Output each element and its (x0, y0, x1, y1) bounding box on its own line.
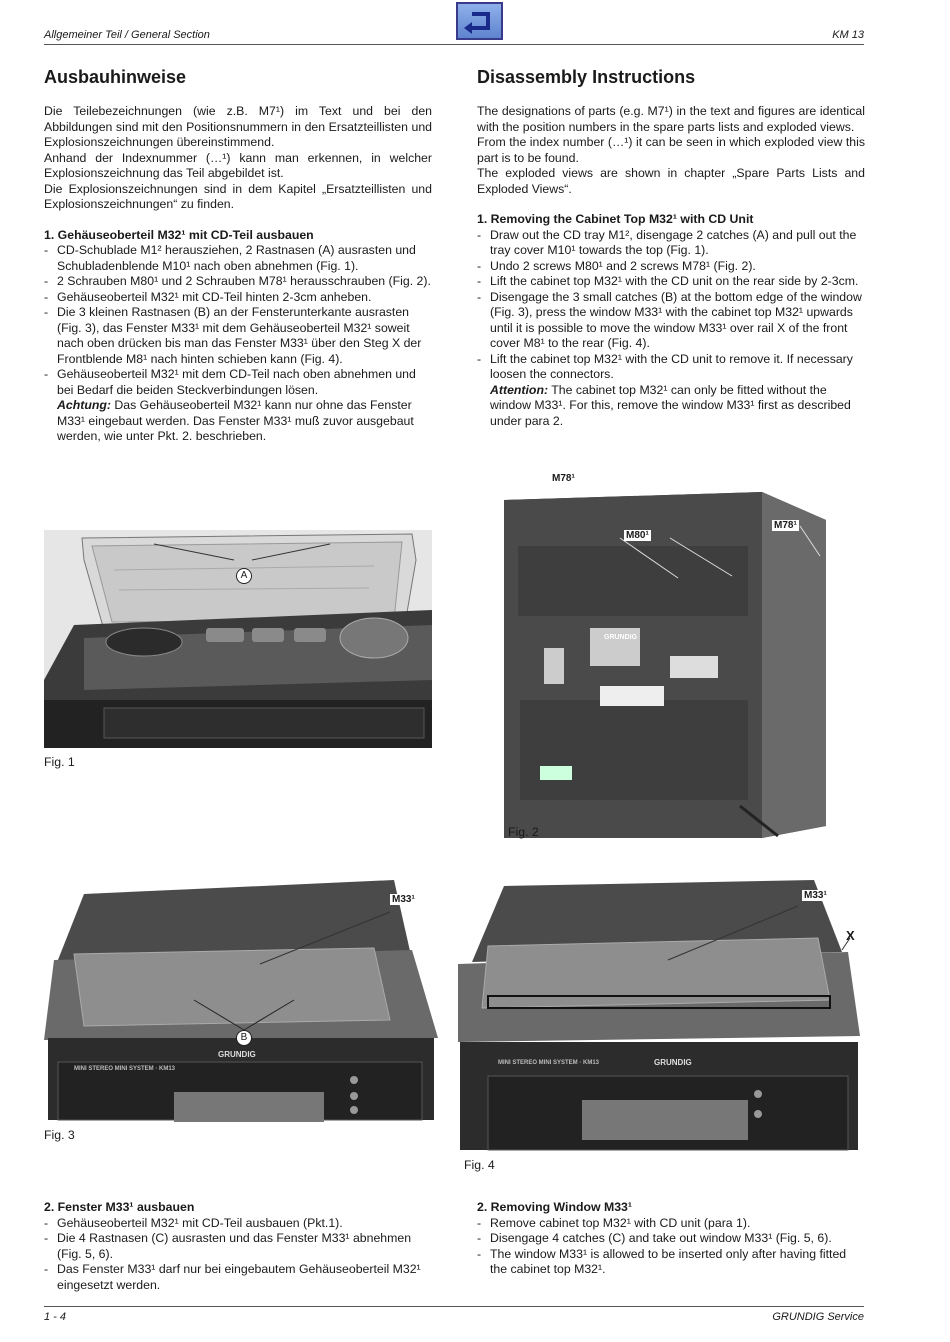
header-rule (44, 44, 864, 45)
english-intro-3: The exploded views are shown in chapter „Spare Parts Lists and Exploded Views“. (477, 166, 865, 196)
return-arrow-icon (458, 4, 501, 38)
english-note-label: Attention: (490, 382, 549, 397)
figure-4-photo (458, 880, 860, 1152)
list-item: - Disengage 4 catches (C) and take out window M33¹ (Fig. 5, 6). (477, 1231, 865, 1247)
list-item: - CD-Schublade M1² herausziehen, 2 Rastnasen (A) ausrasten und Schubladenblende M10¹ nach oben abnehmen (Fig. 1). (44, 243, 432, 274)
model-label: MINI STEREO MINI SYSTEM · KM13 (74, 1066, 176, 1072)
list-item: - Disengage the 3 small catches (B) at the bottom edge of the window (Fig. 3), press the window M33¹ with the cabinet top M32¹ upwards until it is possible to move the window M33¹ over rail X of the front cover M8¹ to the rear (Fig. 4). (477, 290, 865, 352)
list-item: - 2 Schrauben M80¹ und 2 Schrauben M78¹ herausschrauben (Fig. 2). (44, 274, 432, 290)
list-item: - Die 4 Rastnasen (C) ausrasten und das Fenster M33¹ abnehmen (Fig. 5, 6). (44, 1231, 432, 1262)
english-note-text: The cabinet top M32¹ can only be fitted without the window M33¹. For this, remove the window M33¹ first as described under para 2. (490, 382, 851, 428)
german-intro-3: Die Explosionszeichnungen sind in dem Kapitel „Ersatzteillisten und Explosionszeichnungen“ zu finden. (44, 181, 432, 211)
header-model: KM 13 (832, 29, 864, 41)
list-item: - The window M33¹ is allowed to be inserted only after having fitted the cabinet top M32¹. (477, 1247, 865, 1278)
english-column (477, 66, 865, 429)
list-item: - Undo 2 screws M80¹ and 2 screws M78¹ (Fig. 2). (477, 259, 865, 275)
list-item: - Lift the cabinet top M32¹ with the CD unit to remove it. If necessary loosen the connectors. (477, 352, 865, 383)
list-item: - Das Fenster M33¹ darf nur bei eingebautem Gehäuseoberteil M32¹ eingesetzt werden. (44, 1262, 432, 1293)
english-section-2-list (477, 1216, 865, 1278)
callout-b: B (236, 1030, 252, 1046)
figure-3-photo (44, 880, 438, 1120)
list-item: - Gehäuseoberteil M32¹ mit CD-Teil hinten 2-3cm anheben. (44, 290, 432, 306)
label-m80: M80¹ (626, 530, 649, 541)
brand-label: GRUNDIG (218, 1050, 256, 1059)
german-title: Ausbauhinweise (44, 67, 187, 87)
brand-label: GRUNDIG (604, 634, 638, 641)
label-m78-right: M78¹ (774, 520, 797, 531)
figure-4-caption: Fig. 4 (464, 1158, 495, 1172)
brand-label: GRUNDIG (654, 1058, 692, 1067)
model-label: MINI STEREO MINI SYSTEM · KM13 (498, 1060, 600, 1066)
english-title: Disassembly Instructions (477, 67, 696, 87)
german-column (44, 66, 432, 445)
figure-2-photo (500, 473, 830, 838)
german-section-2 (44, 1200, 432, 1293)
figure-1-caption: Fig. 1 (44, 755, 75, 769)
list-item: - Lift the cabinet top M32¹ with the CD unit on the rear side by 2-3cm. (477, 274, 865, 290)
list-item: - Remove cabinet top M32¹ with CD unit (para 1). (477, 1216, 865, 1232)
german-section-2-title: 2. Fenster M33¹ ausbauen (44, 1200, 195, 1214)
label-m33: M33¹ (804, 890, 827, 901)
german-section-1-title: 1. Gehäuseoberteil M32¹ mit CD-Teil ausbauen (44, 227, 314, 242)
english-section-1-title: 1. Removing the Cabinet Top M32¹ with CD Unit (477, 212, 754, 226)
figure-2-caption: Fig. 2 (508, 825, 539, 839)
list-item: - Die 3 kleinen Rastnasen (B) an der Fensterunterkante ausrasten (Fig. 3), das Fenster M33¹ mit dem Gehäuseoberteil M32¹ soweit nach oben drücken bis man das Fenster M33¹ über den Steg X der Frontblende M8¹ nach hinten schieben kann (Fig. 4). (44, 305, 432, 367)
header-section-title: Allgemeiner Teil / General Section (44, 29, 210, 41)
label-x: X (846, 928, 855, 943)
german-section-2-list (44, 1216, 432, 1294)
back-button[interactable] (456, 2, 503, 40)
english-section-1-list (477, 228, 865, 383)
list-item: - Draw out the CD tray M1², disengage 2 catches (A) and pull out the tray cover M10¹ towards the top (Fig. 1). (477, 228, 865, 259)
english-intro-1: The designations of parts (e.g. M7¹) in the text and figures are identical with the position numbers in the spare parts lists and exploded views. (477, 104, 865, 134)
page-number: 1 - 4 (44, 1311, 67, 1323)
german-note (44, 398, 432, 445)
label-m78-top: M78¹ (552, 473, 575, 484)
german-intro-1: Die Teilebezeichnungen (wie z.B. M7¹) im Text und bei den Abbildungen sind mit den Positionsnummern in den Ersatzteillisten und Explosionszeichnungen übereinstimmend. (44, 104, 432, 149)
german-note-text: Das Gehäuseoberteil M32¹ kann nur ohne das Fenster M33¹ eingebaut werden. Das Fenster M33¹ muß zuvor ausgebaut werden, wie unter Pkt. 2. beschrieben. (57, 398, 414, 443)
footer-rule (44, 1306, 864, 1307)
list-item: - Gehäuseoberteil M32¹ mit dem CD-Teil nach oben abnehmen und bei Bedarf die beiden Steckverbindungen lösen. (44, 367, 432, 398)
callout-a: A (236, 568, 252, 584)
german-note-label: Achtung: (57, 398, 111, 412)
english-intro-2: From the index number (…¹) it can be seen in which exploded view this part is to be found. (477, 135, 865, 165)
german-intro-2: Anhand der Indexnummer (…¹) kann man erkennen, in welcher Explosionszeichnung das Teil abgebildet ist. (44, 150, 432, 180)
label-m33: M33¹ (392, 894, 415, 905)
footer-brand: GRUNDIG Service (772, 1311, 864, 1323)
english-section-2-title: 2. Removing Window M33¹ (477, 1200, 632, 1214)
english-note (477, 383, 865, 430)
figure-1-photo (44, 530, 432, 748)
german-section-1-list (44, 243, 432, 398)
figure-3-caption: Fig. 3 (44, 1128, 75, 1142)
list-item: - Gehäuseoberteil M32¹ mit CD-Teil ausbauen (Pkt.1). (44, 1216, 432, 1232)
english-section-2 (477, 1200, 865, 1278)
